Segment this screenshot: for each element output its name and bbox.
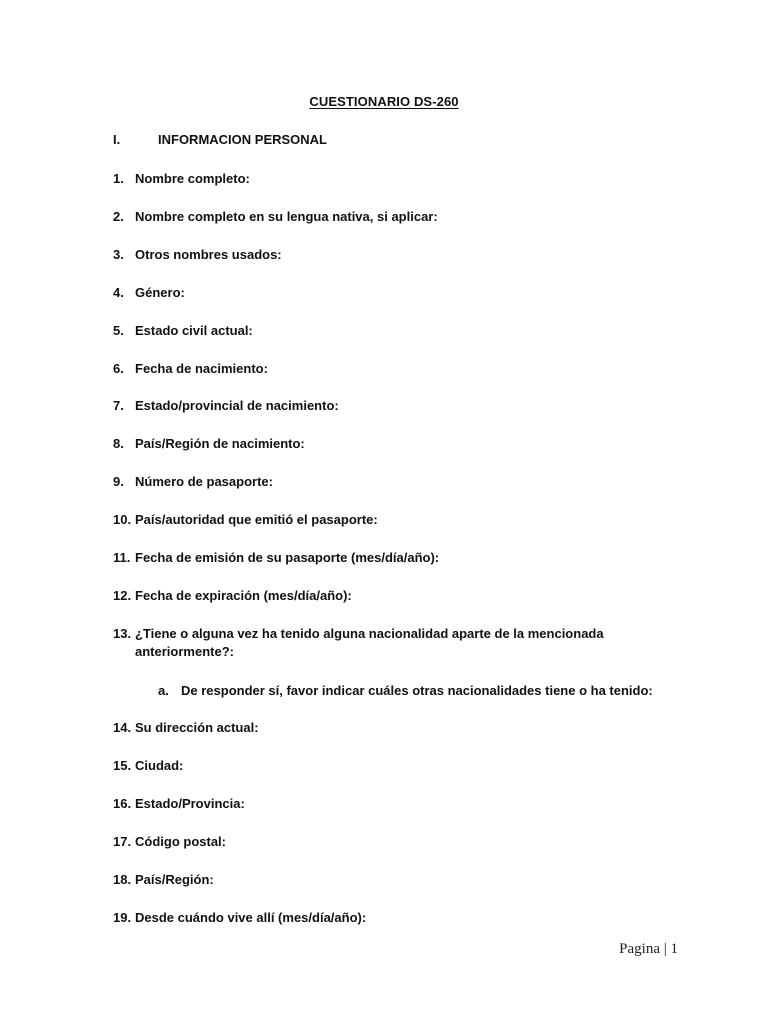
- question-7: [113, 397, 339, 415]
- section-number: I.: [113, 132, 121, 147]
- question-text: Estado civil actual:: [135, 323, 253, 338]
- section-label: INFORMACION PERSONAL: [158, 132, 327, 147]
- question-number: 16.: [113, 796, 132, 811]
- question-12: [113, 587, 352, 605]
- question-text: Fecha de nacimiento:: [135, 361, 268, 376]
- page-number-footer: Pagina | 1: [619, 941, 678, 957]
- question-number: 18.: [113, 872, 132, 887]
- question-text: Número de pasaporte:: [135, 474, 273, 489]
- question-number: 7.: [113, 398, 124, 413]
- question-10: [113, 511, 378, 529]
- question-number: 8.: [113, 436, 124, 451]
- question-14: [113, 719, 259, 737]
- question-number: 17.: [113, 834, 132, 849]
- question-number: 11.: [113, 550, 131, 565]
- question-5: [113, 322, 253, 340]
- question-number: 19.: [113, 910, 132, 925]
- question-19: [113, 909, 366, 927]
- section-heading: [113, 132, 327, 147]
- question-text: Fecha de expiración (mes/día/año):: [135, 588, 352, 603]
- question-number: 10.: [113, 512, 132, 527]
- question-number: 6.: [113, 361, 124, 376]
- question-9: [113, 473, 273, 491]
- question-4: [113, 284, 185, 302]
- question-number: 9.: [113, 474, 124, 489]
- question-text: Fecha de emisión de su pasaporte (mes/día/año):: [135, 550, 440, 565]
- question-text: Desde cuándo vive allí (mes/día/año):: [135, 910, 367, 925]
- question-text: Estado/provincial de nacimiento:: [135, 398, 339, 413]
- question-number: 3.: [113, 247, 124, 262]
- question-number: 4.: [113, 285, 124, 300]
- question-number: 15.: [113, 758, 132, 773]
- subquestion-letter: a.: [158, 683, 169, 698]
- question-6: [113, 360, 268, 378]
- document-title: CUESTIONARIO DS-260: [309, 94, 459, 109]
- question-number: 1.: [113, 171, 124, 186]
- question-text: Código postal:: [135, 834, 226, 849]
- question-text: ¿Tiene o alguna vez ha tenido alguna nacionalidad aparte de la mencionada: [135, 626, 604, 641]
- question-text: País/autoridad que emitió el pasaporte:: [135, 512, 378, 527]
- question-2: [113, 208, 438, 226]
- subquestion-a: [158, 682, 653, 700]
- question-text: Estado/Provincia:: [135, 796, 245, 811]
- question-1: [113, 170, 250, 188]
- question-text: Otros nombres usados:: [135, 247, 282, 262]
- question-text: País/Región de nacimiento:: [135, 436, 305, 451]
- question-18: [113, 871, 214, 889]
- question-text: Género:: [135, 285, 185, 300]
- question-text: Ciudad:: [135, 758, 184, 773]
- question-number: 14.: [113, 720, 132, 735]
- question-number: 13.: [113, 626, 132, 641]
- question-number: 12.: [113, 588, 132, 603]
- question-13: [113, 625, 604, 661]
- question-17: [113, 833, 226, 851]
- question-3: [113, 246, 282, 264]
- question-number: 5.: [113, 323, 124, 338]
- question-text-continuation: anteriormente?:: [135, 644, 234, 659]
- question-text: Su dirección actual:: [135, 720, 259, 735]
- question-number: 2.: [113, 209, 124, 224]
- question-16: [113, 795, 245, 813]
- question-text: País/Región:: [135, 872, 214, 887]
- question-8: [113, 435, 305, 453]
- question-11: [113, 549, 439, 567]
- subquestion-text: De responder sí, favor indicar cuáles otras nacionalidades tiene o ha tenido:: [181, 683, 653, 698]
- question-15: [113, 757, 183, 775]
- question-text: Nombre completo:: [135, 171, 250, 186]
- question-text: Nombre completo en su lengua nativa, si aplicar:: [135, 209, 438, 224]
